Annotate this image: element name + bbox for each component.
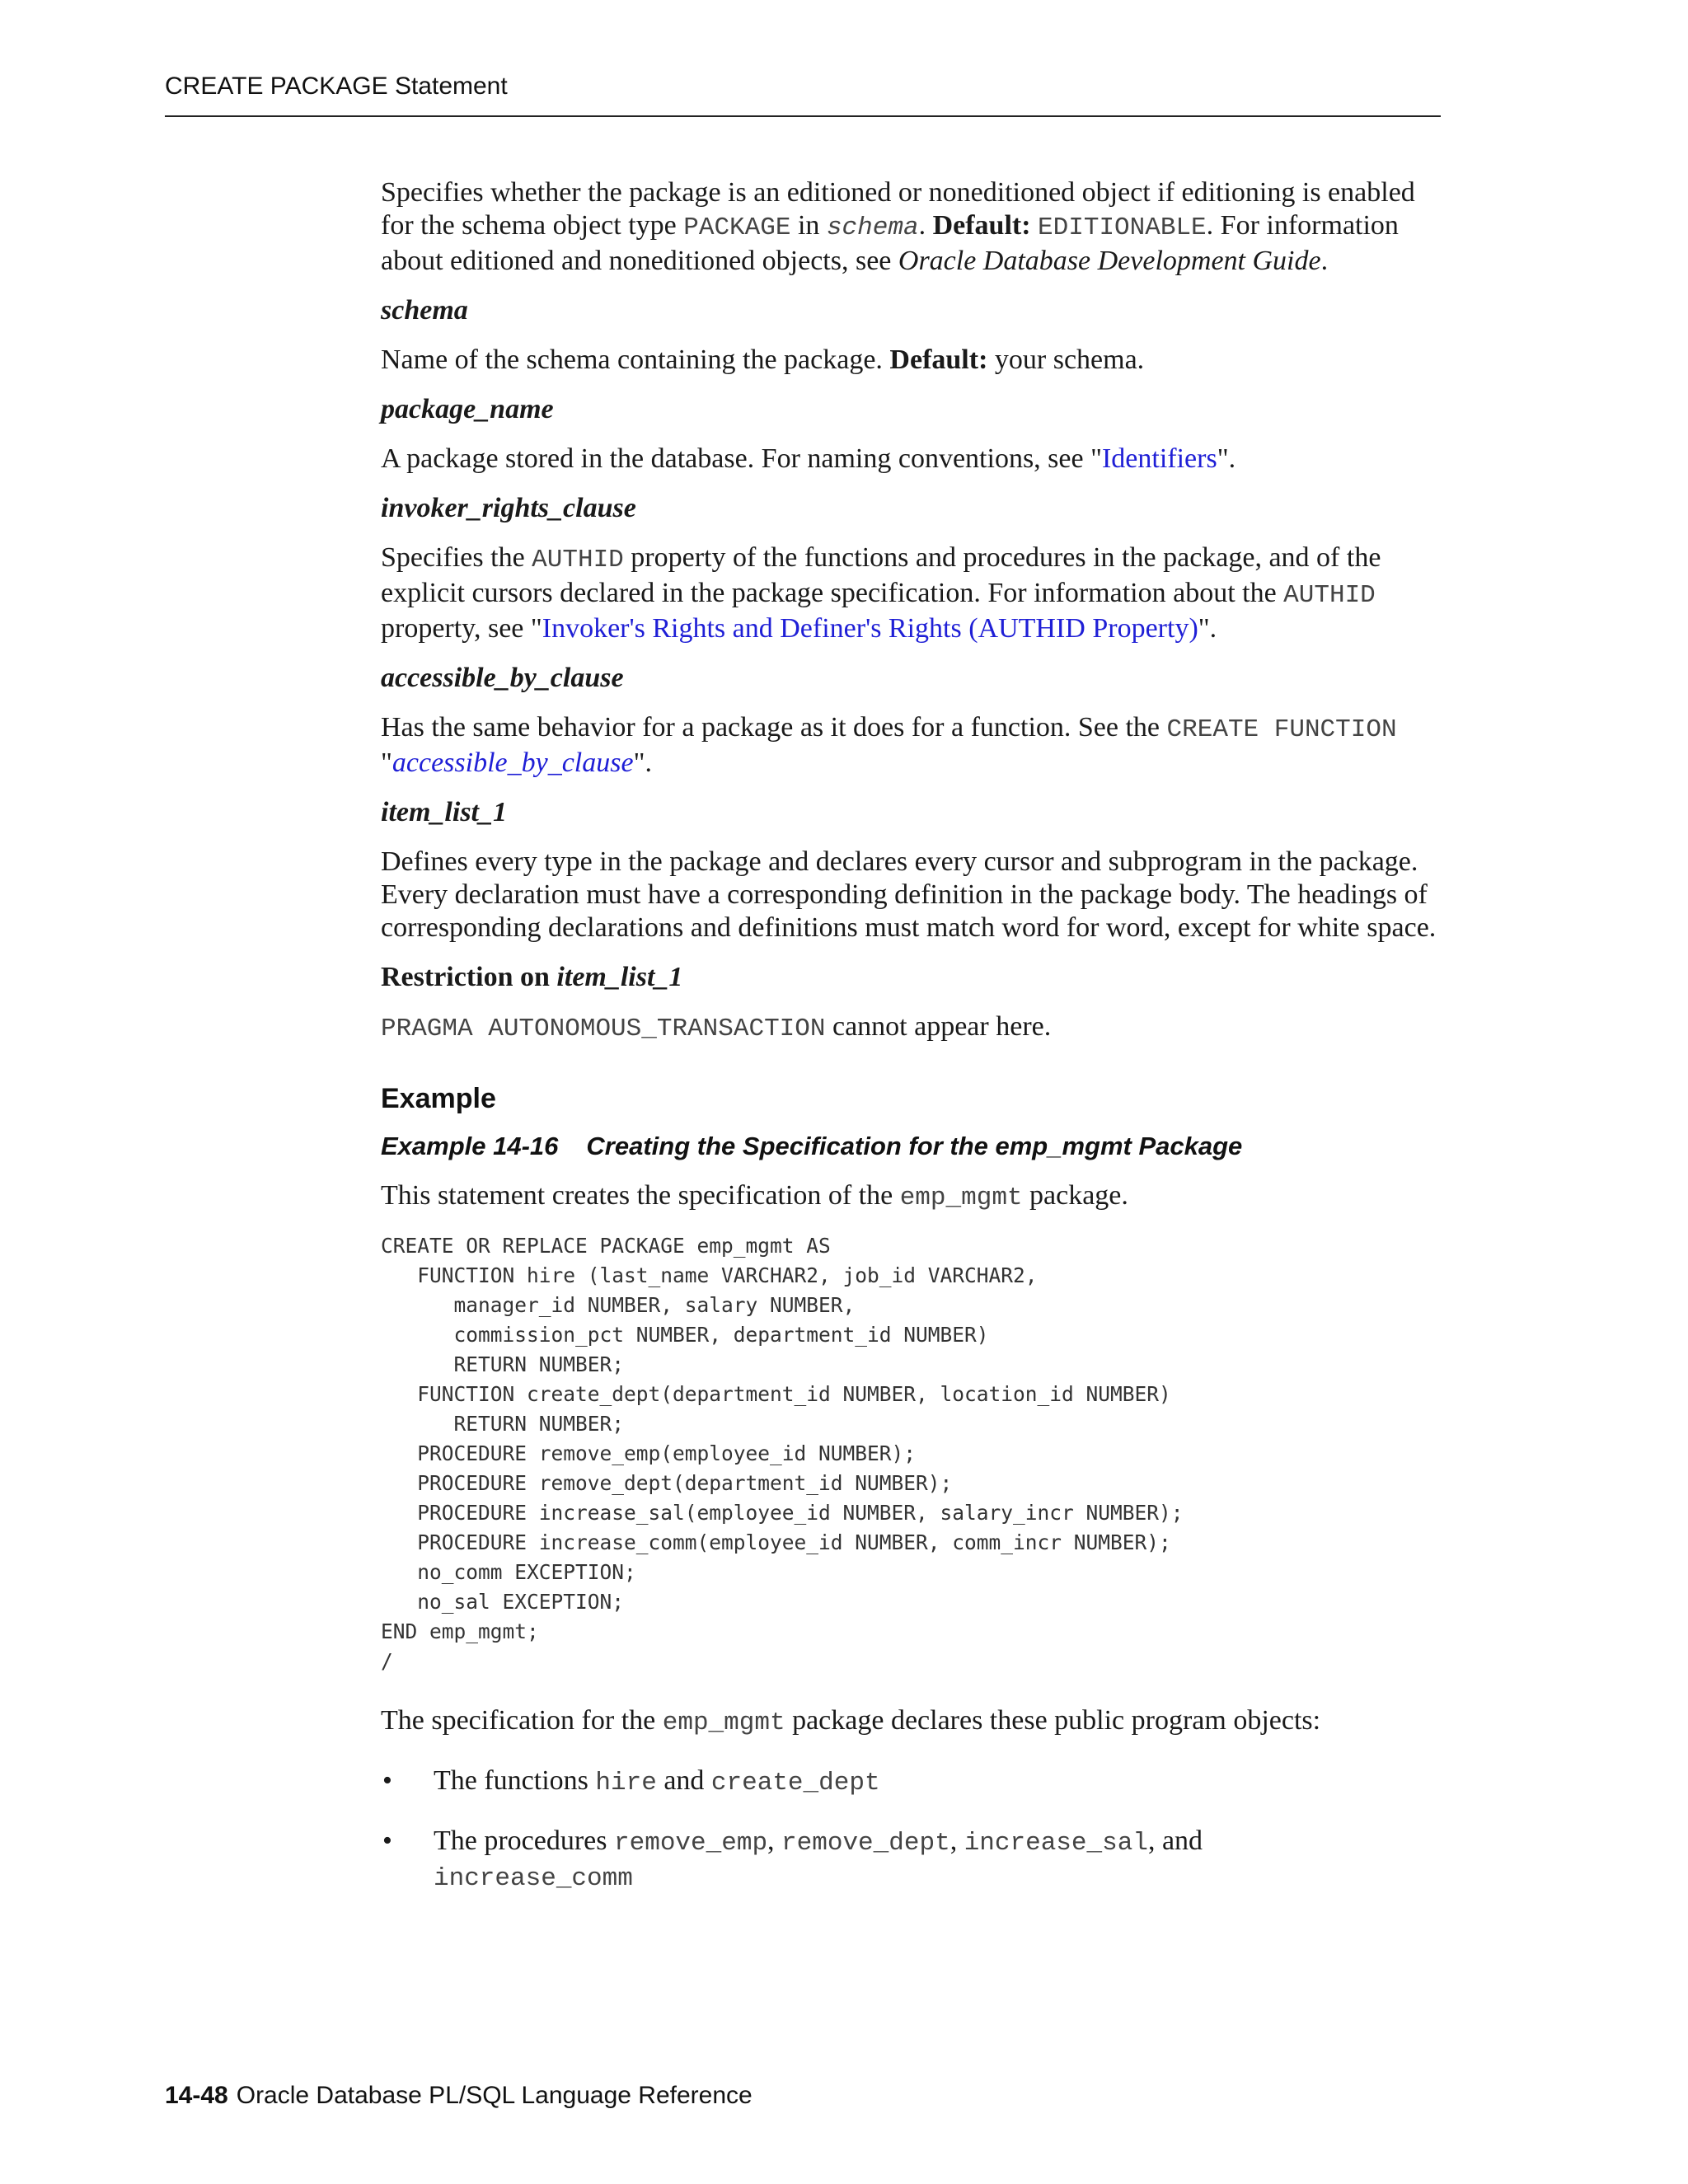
term-invoker-rights-clause: invoker_rights_clause [381, 493, 636, 523]
code-increase-sal: increase_sal [964, 1829, 1148, 1858]
list-item: • The procedures remove_emp, remove_dept, increase_sal, and increase_comm [382, 1825, 1203, 1893]
code-remove-dept: remove_dept [781, 1829, 950, 1858]
identifiers-link[interactable]: Identifiers [1101, 443, 1217, 474]
code-authid: AUTHID [1283, 581, 1376, 610]
package-name-description: A package stored in the database. For naming conventions, see "Identifiers". [381, 443, 1236, 474]
program-objects-list [381, 1765, 1444, 1896]
page-footer [165, 2082, 753, 2110]
running-header: CREATE PACKAGE Statement [165, 73, 508, 100]
book-title: Oracle Database PL/SQL Language Reference [236, 2082, 753, 2109]
accessible-by-clause-link[interactable]: accessible_by_clause [392, 748, 634, 778]
code-pragma: PRAGMA AUTONOMOUS_TRANSACTION [381, 1015, 826, 1043]
default-label: Default: [932, 210, 1031, 241]
code-hire: hire [595, 1769, 657, 1797]
code-editionable: EDITIONABLE [1038, 213, 1207, 242]
document-body [381, 176, 1444, 1920]
code-schema: schema [826, 213, 919, 242]
code-block: CREATE OR REPLACE PACKAGE emp_mgmt AS FUNCTION hire (last_name VARCHAR2, job_id VARCHAR2, manager_id NUMBER, salary NUMBER, commission_pct NUMBER, department_id NUMBER) RETURN NUMBER; FUNCTION create_dept(department_id NUMBER, location_id NUMBER) RETURN NUMBER; PROCEDURE remove_emp(employee_id NUMBER); PROCEDURE remove_dept(department_id NUMBER); PROCEDURE increase_sal(employee_id NUMBER, salary_incr NUMBER); PROCEDURE increase_comm(employee_id NUMBER, comm_incr NUMBER); no_comm EXCEPTION; no_sal EXCEPTION; END emp_mgmt; / [381, 1234, 1184, 1673]
list-item: • The functions hire and create_dept [382, 1765, 880, 1797]
editionable-description: Specifies whether the package is an editioned or noneditioned object if editioning is enabled for the schema object type PACKAGE in schema. Default: EDITIONABLE. For information about editioned and noneditioned objects, see Oracle Database Development Guide. [381, 177, 1415, 276]
bullet-mark: • [382, 1765, 392, 1796]
code-emp-mgmt: emp_mgmt [899, 1183, 1023, 1212]
example-section-heading: Example [381, 1083, 496, 1114]
code-emp-mgmt: emp_mgmt [662, 1708, 785, 1737]
bullet-mark: • [382, 1825, 392, 1856]
term-schema: schema [381, 295, 468, 326]
restriction-heading: Restriction on item_list_1 [381, 962, 683, 992]
authid-property-link[interactable]: Invoker's Rights and Definer's Rights (AUTHID Property) [542, 613, 1198, 644]
invoker-rights-description: Specifies the AUTHID property of the functions and procedures in the package, and of the explicit cursors declared in the package specification. For information about the AUTHID property, see "Invoker's Rights and Definer's Rights (AUTHID Property)". [381, 542, 1381, 644]
term-package-name: package_name [381, 394, 554, 424]
code-authid: AUTHID [532, 546, 624, 574]
example-title [381, 1130, 1444, 1163]
code-create-dept: create_dept [710, 1769, 880, 1797]
code-create-function: CREATE FUNCTION [1166, 715, 1397, 744]
default-label: Default: [889, 344, 988, 375]
code-package: PACKAGE [683, 213, 791, 242]
spec-description: The specification for the emp_mgmt package declares these public program objects: [381, 1705, 1321, 1737]
term-item-list-1: item_list_1 [381, 797, 507, 827]
accessible-by-description: Has the same behavior for a package as it does for a function. See the CREATE FUNCTION "accessible_by_clause". [381, 712, 1397, 778]
schema-description: Name of the schema containing the package. Default: your schema. [381, 344, 1145, 375]
book-reference: Oracle Database Development Guide [898, 246, 1321, 276]
item-list-description: Defines every type in the package and declares every cursor and subprogram in the package. Every declaration must have a corresponding definition in the package body. The headings of corresponding declarations and definitions must match word for word, except for white space. [381, 846, 1437, 943]
example-number: Example 14-16 [381, 1132, 559, 1160]
restriction-description: PRAGMA AUTONOMOUS_TRANSACTION cannot appear here. [381, 1011, 1052, 1043]
page-number: 14-48 [165, 2082, 228, 2109]
code-remove-emp: remove_emp [614, 1829, 768, 1858]
code-increase-comm: increase_comm [434, 1864, 633, 1893]
example-caption: Creating the Specification for the emp_mgmt Package [586, 1132, 1243, 1160]
example-intro: This statement creates the specification of the emp_mgmt package. [381, 1180, 1128, 1212]
header-divider [165, 115, 1441, 117]
term-accessible-by-clause: accessible_by_clause [381, 663, 624, 693]
